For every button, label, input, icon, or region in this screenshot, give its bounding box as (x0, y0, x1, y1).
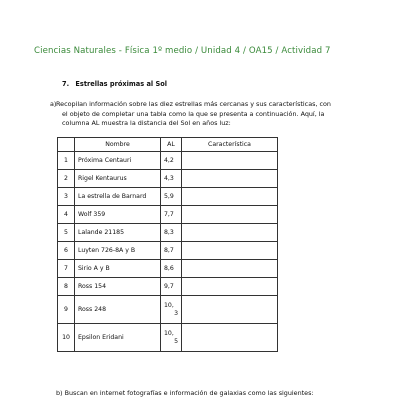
star-number: 3 (58, 188, 75, 206)
star-number: 4 (58, 206, 75, 224)
star-characteristic (182, 224, 278, 242)
paragraph-a-line: el objeto de completar una tabla como la que se presenta a continuación. Aquí, la (62, 109, 325, 118)
paragraph-a-label: a) (50, 100, 57, 108)
star-distance (161, 278, 182, 296)
star-distance-part: 7,7 (164, 210, 174, 218)
star-distance (161, 170, 182, 188)
star-characteristic (182, 324, 278, 352)
section-number: 7. (62, 80, 70, 88)
star-characteristic (182, 296, 278, 324)
star-distance-part: 5 (174, 337, 178, 345)
section-title-text: Estrellas próximas al Sol (75, 80, 167, 88)
table-row (58, 278, 278, 296)
star-name: Wolf 359 (75, 206, 161, 224)
star-distance-part: 4,3 (164, 174, 174, 182)
star-name: Próxima Centauri (75, 152, 161, 170)
paragraph-b: b) Buscan en internet fotografías e información de galaxias como las siguientes: (56, 389, 314, 397)
paragraph-a-line: Recopilan información sobre las diez estrellas más cercanas y sus características, con (56, 100, 331, 108)
star-number: 2 (58, 170, 75, 188)
star-distance (161, 242, 182, 260)
star-number: 10 (58, 324, 75, 352)
star-distance-part: 10, (164, 301, 174, 309)
star-distance (161, 188, 182, 206)
star-name: Ross 154 (75, 278, 161, 296)
star-name: Luyten 726-8A y B (75, 242, 161, 260)
star-characteristic (182, 278, 278, 296)
star-distance (161, 206, 182, 224)
table-row (58, 152, 278, 170)
document-header: Ciencias Naturales - Física 1º medio / Unidad 4 / OA15 / Actividad 7 (34, 46, 331, 56)
star-name: Lalande 21185 (75, 224, 161, 242)
paragraph-a-line: columna AL muestra la distancia del Sol en años luz: (62, 119, 231, 127)
star-distance-part: 10, (164, 329, 174, 337)
star-characteristic (182, 170, 278, 188)
header-al: AL (161, 138, 182, 152)
star-distance (161, 324, 182, 352)
star-distance (161, 296, 182, 324)
star-characteristic (182, 206, 278, 224)
star-distance-part: 9,7 (164, 282, 174, 290)
star-name: Ross 248 (75, 296, 161, 324)
star-distance-part: 5,9 (164, 192, 174, 200)
header-characteristic: Característica (182, 138, 278, 152)
star-number: 6 (58, 242, 75, 260)
star-number: 8 (58, 278, 75, 296)
star-characteristic (182, 260, 278, 278)
table-row (58, 260, 278, 278)
star-characteristic (182, 152, 278, 170)
table-row (58, 170, 278, 188)
section-title (62, 80, 167, 88)
star-characteristic (182, 188, 278, 206)
star-number: 7 (58, 260, 75, 278)
header-number (58, 138, 75, 152)
star-name: Sirio A y B (75, 260, 161, 278)
star-distance (161, 260, 182, 278)
table-row (58, 224, 278, 242)
star-distance (161, 152, 182, 170)
table-row (58, 206, 278, 224)
star-name: La estrella de Barnard (75, 188, 161, 206)
table-row (58, 324, 278, 352)
table-header-row (58, 138, 278, 152)
table-row (58, 242, 278, 260)
star-number: 9 (58, 296, 75, 324)
header-name: Nombre (75, 138, 161, 152)
table-row (58, 188, 278, 206)
star-distance-part: 8,6 (164, 264, 174, 272)
star-number: 5 (58, 224, 75, 242)
star-distance (161, 224, 182, 242)
star-name: Epsilon Eridani (75, 324, 161, 352)
paragraph-a (50, 100, 356, 129)
star-distance-part: 8,3 (164, 228, 174, 236)
stars-table (57, 137, 278, 352)
table-row (58, 296, 278, 324)
star-characteristic (182, 242, 278, 260)
star-distance-part: 8,7 (164, 246, 174, 254)
star-number: 1 (58, 152, 75, 170)
star-name: Rigel Kentaurus (75, 170, 161, 188)
star-distance-part: 3 (174, 309, 178, 317)
star-distance-part: 4,2 (164, 156, 174, 164)
